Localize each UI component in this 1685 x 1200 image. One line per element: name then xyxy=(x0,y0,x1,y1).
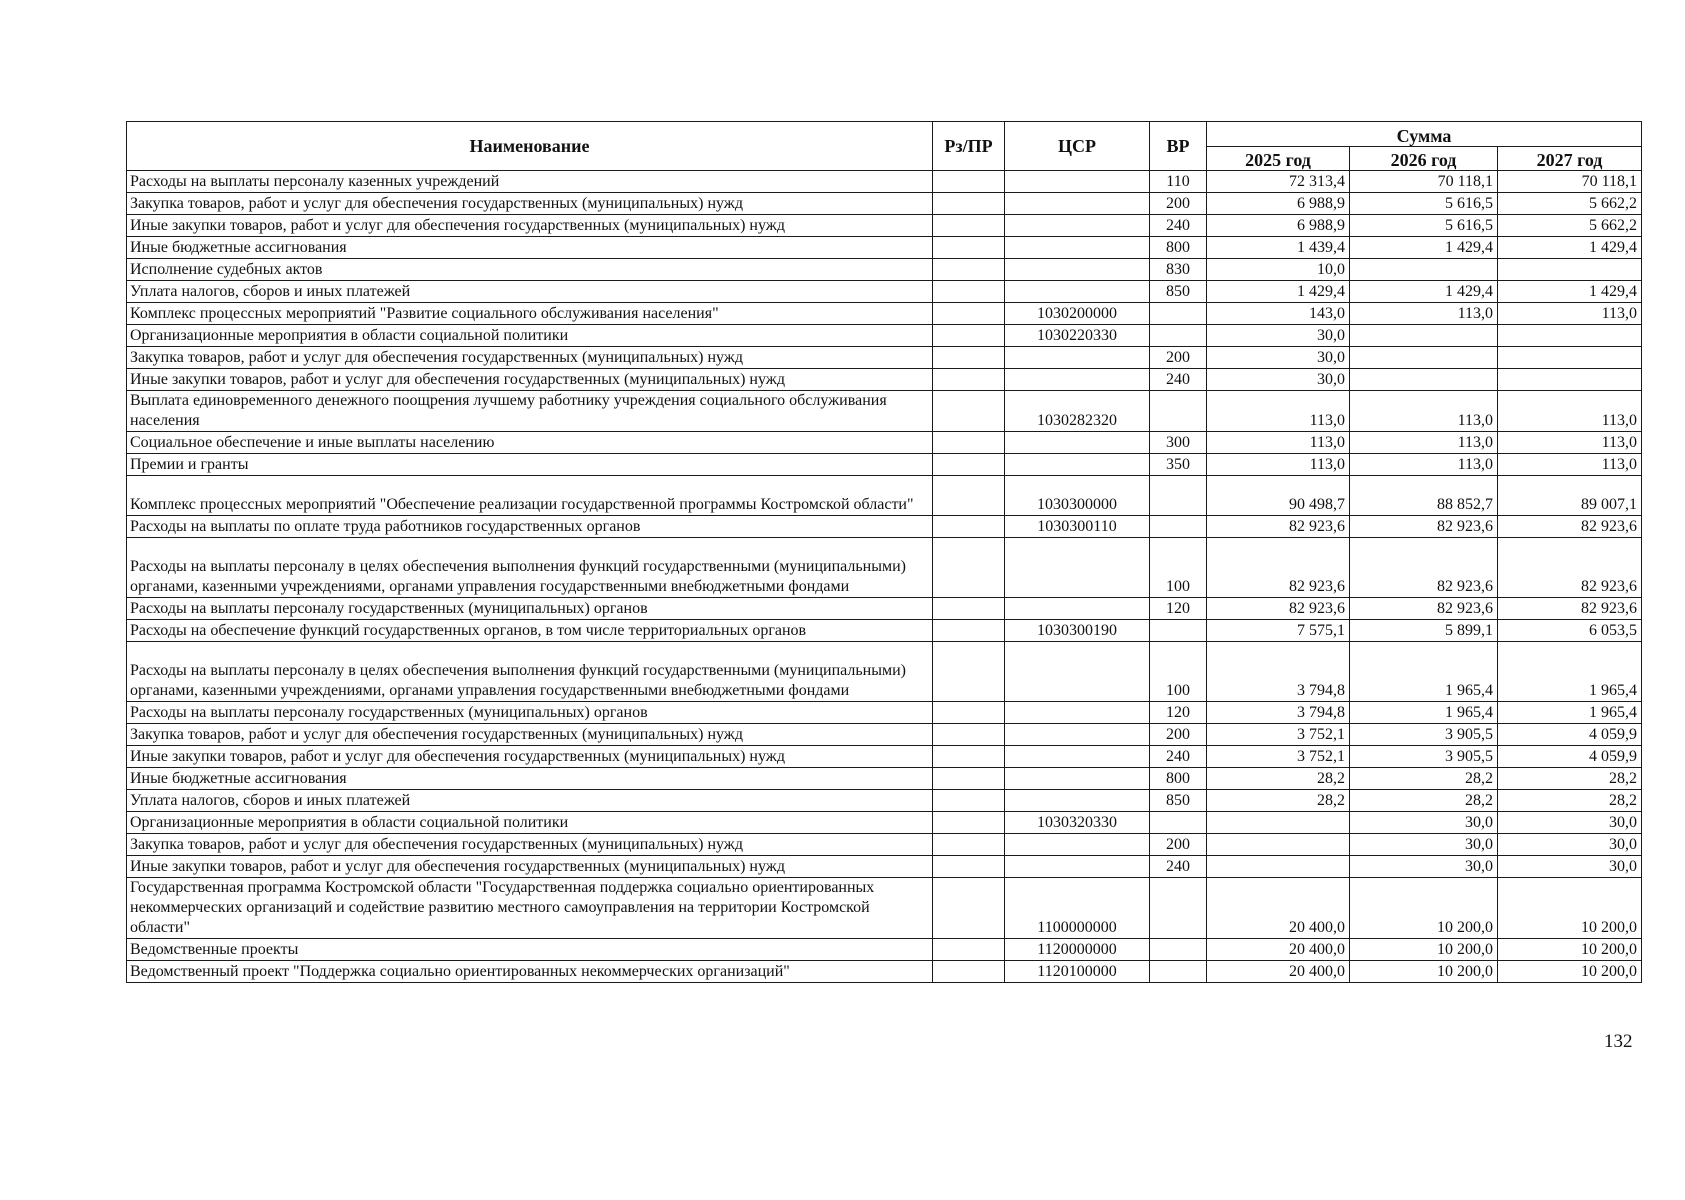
cell-2027: 28,2 xyxy=(1498,790,1642,812)
cell-name: Иные закупки товаров, работ и услуг для обеспечения государственных (муниципальных) нужд xyxy=(127,369,933,391)
cell-2027 xyxy=(1498,369,1642,391)
cell-csr xyxy=(1005,237,1150,259)
cell-2027: 82 923,6 xyxy=(1498,516,1642,538)
cell-rzpr xyxy=(933,939,1005,961)
cell-vr: 110 xyxy=(1150,171,1207,193)
cell-vr xyxy=(1150,476,1207,516)
cell-vr: 200 xyxy=(1150,347,1207,369)
cell-csr xyxy=(1005,281,1150,303)
cell-2025: 3 752,1 xyxy=(1207,746,1350,768)
cell-csr: 1030200000 xyxy=(1005,303,1150,325)
cell-rzpr xyxy=(933,347,1005,369)
cell-csr xyxy=(1005,598,1150,620)
cell-2025: 143,0 xyxy=(1207,303,1350,325)
cell-2025: 113,0 xyxy=(1207,454,1350,476)
cell-2025: 28,2 xyxy=(1207,768,1350,790)
cell-rzpr xyxy=(933,391,1005,432)
table-row xyxy=(127,746,1642,768)
cell-name: Иные закупки товаров, работ и услуг для обеспечения государственных (муниципальных) нужд xyxy=(127,215,933,237)
table-row xyxy=(127,538,1642,598)
cell-rzpr xyxy=(933,768,1005,790)
cell-rzpr xyxy=(933,724,1005,746)
cell-name: Иные закупки товаров, работ и услуг для обеспечения государственных (муниципальных) нужд xyxy=(127,746,933,768)
page-number: 132 xyxy=(1604,1031,1633,1052)
cell-2026 xyxy=(1350,259,1498,281)
cell-2025: 20 400,0 xyxy=(1207,878,1350,939)
cell-vr: 120 xyxy=(1150,598,1207,620)
cell-name: Расходы на выплаты персоналу казенных учреждений xyxy=(127,171,933,193)
cell-rzpr xyxy=(933,171,1005,193)
cell-2027 xyxy=(1498,325,1642,347)
cell-2025: 90 498,7 xyxy=(1207,476,1350,516)
cell-name: Социальное обеспечение и иные выплаты населению xyxy=(127,432,933,454)
header-year-2025: 2025 год xyxy=(1207,147,1350,171)
cell-rzpr xyxy=(933,878,1005,939)
cell-rzpr xyxy=(933,237,1005,259)
cell-rzpr xyxy=(933,369,1005,391)
table-row xyxy=(127,856,1642,878)
cell-2026 xyxy=(1350,347,1498,369)
table-row xyxy=(127,303,1642,325)
cell-name: Ведомственные проекты xyxy=(127,939,933,961)
cell-vr: 200 xyxy=(1150,193,1207,215)
cell-csr xyxy=(1005,642,1150,702)
cell-2025: 82 923,6 xyxy=(1207,516,1350,538)
cell-2027: 10 200,0 xyxy=(1498,878,1642,939)
cell-name: Расходы на обеспечение функций государственных органов, в том числе территориальных органов xyxy=(127,620,933,642)
cell-2025 xyxy=(1207,834,1350,856)
cell-name: Комплекс процессных мероприятий "Обеспечение реализации государственной программы Костромской области" xyxy=(127,476,933,516)
cell-rzpr xyxy=(933,834,1005,856)
table-row xyxy=(127,171,1642,193)
cell-2026: 30,0 xyxy=(1350,856,1498,878)
cell-vr xyxy=(1150,939,1207,961)
cell-csr xyxy=(1005,724,1150,746)
cell-2027: 30,0 xyxy=(1498,812,1642,834)
cell-2026: 1 429,4 xyxy=(1350,281,1498,303)
table-row xyxy=(127,516,1642,538)
cell-2027: 1 965,4 xyxy=(1498,702,1642,724)
cell-name: Премии и гранты xyxy=(127,454,933,476)
cell-csr xyxy=(1005,746,1150,768)
cell-vr: 800 xyxy=(1150,768,1207,790)
cell-vr xyxy=(1150,878,1207,939)
cell-rzpr xyxy=(933,325,1005,347)
cell-name: Иные бюджетные ассигнования xyxy=(127,237,933,259)
table-row xyxy=(127,724,1642,746)
cell-2027: 113,0 xyxy=(1498,432,1642,454)
cell-rzpr xyxy=(933,856,1005,878)
cell-csr xyxy=(1005,454,1150,476)
cell-name: Закупка товаров, работ и услуг для обеспечения государственных (муниципальных) нужд xyxy=(127,724,933,746)
table-row xyxy=(127,476,1642,516)
cell-rzpr xyxy=(933,476,1005,516)
cell-2027: 4 059,9 xyxy=(1498,746,1642,768)
table-row xyxy=(127,454,1642,476)
cell-2025: 30,0 xyxy=(1207,347,1350,369)
table-row xyxy=(127,961,1642,983)
cell-2026: 113,0 xyxy=(1350,454,1498,476)
cell-2027: 1 429,4 xyxy=(1498,237,1642,259)
table-row xyxy=(127,834,1642,856)
cell-csr xyxy=(1005,369,1150,391)
cell-vr xyxy=(1150,812,1207,834)
cell-vr: 240 xyxy=(1150,856,1207,878)
table-row xyxy=(127,642,1642,702)
cell-vr: 120 xyxy=(1150,702,1207,724)
cell-csr xyxy=(1005,259,1150,281)
table-row xyxy=(127,768,1642,790)
cell-2027: 30,0 xyxy=(1498,856,1642,878)
cell-2025: 20 400,0 xyxy=(1207,961,1350,983)
cell-rzpr xyxy=(933,303,1005,325)
cell-2026: 30,0 xyxy=(1350,834,1498,856)
cell-2025: 1 429,4 xyxy=(1207,281,1350,303)
cell-rzpr xyxy=(933,432,1005,454)
cell-name: Расходы на выплаты персоналу государственных (муниципальных) органов xyxy=(127,598,933,620)
cell-rzpr xyxy=(933,215,1005,237)
cell-vr xyxy=(1150,516,1207,538)
cell-rzpr xyxy=(933,620,1005,642)
cell-name: Выплата единовременного денежного поощрения лучшему работнику учреждения социального обслуживания населения xyxy=(127,391,933,432)
cell-name: Закупка товаров, работ и услуг для обеспечения государственных (муниципальных) нужд xyxy=(127,193,933,215)
table-row xyxy=(127,215,1642,237)
table-row xyxy=(127,391,1642,432)
cell-2027 xyxy=(1498,259,1642,281)
cell-2027: 5 662,2 xyxy=(1498,193,1642,215)
cell-2027: 1 965,4 xyxy=(1498,642,1642,702)
cell-csr: 1030300190 xyxy=(1005,620,1150,642)
header-csr: ЦСР xyxy=(1005,122,1150,171)
cell-name: Уплата налогов, сборов и иных платежей xyxy=(127,281,933,303)
cell-2025: 30,0 xyxy=(1207,369,1350,391)
cell-2026: 1 429,4 xyxy=(1350,237,1498,259)
cell-vr xyxy=(1150,325,1207,347)
table-row xyxy=(127,193,1642,215)
cell-vr: 800 xyxy=(1150,237,1207,259)
cell-2026 xyxy=(1350,369,1498,391)
cell-2026: 88 852,7 xyxy=(1350,476,1498,516)
cell-name: Государственная программа Костромской области "Государственная поддержка социально ориентированных некоммерческих организаций и содействие развитию местного самоуправления на территории Костромской области" xyxy=(127,878,933,939)
table-row xyxy=(127,432,1642,454)
cell-2026: 10 200,0 xyxy=(1350,939,1498,961)
cell-rzpr xyxy=(933,790,1005,812)
table-row xyxy=(127,347,1642,369)
cell-rzpr xyxy=(933,812,1005,834)
cell-2026: 82 923,6 xyxy=(1350,598,1498,620)
table-row xyxy=(127,598,1642,620)
cell-2026: 5 616,5 xyxy=(1350,193,1498,215)
cell-name: Исполнение судебных актов xyxy=(127,259,933,281)
cell-vr: 830 xyxy=(1150,259,1207,281)
cell-rzpr xyxy=(933,454,1005,476)
cell-csr xyxy=(1005,834,1150,856)
cell-vr: 240 xyxy=(1150,215,1207,237)
cell-2026: 70 118,1 xyxy=(1350,171,1498,193)
header-sum: Сумма xyxy=(1207,122,1642,147)
cell-name: Расходы на выплаты персоналу государственных (муниципальных) органов xyxy=(127,702,933,724)
cell-name: Расходы на выплаты по оплате труда работников государственных органов xyxy=(127,516,933,538)
cell-2027: 70 118,1 xyxy=(1498,171,1642,193)
cell-name: Организационные мероприятия в области социальной политики xyxy=(127,812,933,834)
cell-name: Иные закупки товаров, работ и услуг для обеспечения государственных (муниципальных) нужд xyxy=(127,856,933,878)
table-row xyxy=(127,281,1642,303)
cell-2025: 30,0 xyxy=(1207,325,1350,347)
cell-csr xyxy=(1005,193,1150,215)
cell-2025: 10,0 xyxy=(1207,259,1350,281)
cell-2026: 82 923,6 xyxy=(1350,538,1498,598)
cell-csr xyxy=(1005,790,1150,812)
cell-2026: 82 923,6 xyxy=(1350,516,1498,538)
cell-2027: 28,2 xyxy=(1498,768,1642,790)
cell-2025: 20 400,0 xyxy=(1207,939,1350,961)
cell-vr xyxy=(1150,303,1207,325)
cell-2027: 113,0 xyxy=(1498,454,1642,476)
cell-2025: 3 752,1 xyxy=(1207,724,1350,746)
cell-csr: 1100000000 xyxy=(1005,878,1150,939)
table-row xyxy=(127,237,1642,259)
cell-rzpr xyxy=(933,259,1005,281)
cell-2027: 82 923,6 xyxy=(1498,538,1642,598)
cell-2025 xyxy=(1207,856,1350,878)
cell-2026: 113,0 xyxy=(1350,391,1498,432)
cell-2027 xyxy=(1498,347,1642,369)
cell-2026: 30,0 xyxy=(1350,812,1498,834)
cell-vr xyxy=(1150,391,1207,432)
cell-rzpr xyxy=(933,702,1005,724)
cell-rzpr xyxy=(933,281,1005,303)
cell-2026: 3 905,5 xyxy=(1350,724,1498,746)
cell-2026: 1 965,4 xyxy=(1350,702,1498,724)
cell-rzpr xyxy=(933,193,1005,215)
cell-2027: 10 200,0 xyxy=(1498,961,1642,983)
cell-name: Иные бюджетные ассигнования xyxy=(127,768,933,790)
cell-2026: 10 200,0 xyxy=(1350,961,1498,983)
table-row xyxy=(127,939,1642,961)
header-vr: ВР xyxy=(1150,122,1207,171)
cell-rzpr xyxy=(933,538,1005,598)
cell-csr: 1120100000 xyxy=(1005,961,1150,983)
cell-2025: 1 439,4 xyxy=(1207,237,1350,259)
cell-2026 xyxy=(1350,325,1498,347)
cell-vr: 200 xyxy=(1150,724,1207,746)
cell-2026: 5 899,1 xyxy=(1350,620,1498,642)
cell-2026: 1 965,4 xyxy=(1350,642,1498,702)
budget-table xyxy=(126,121,1642,983)
cell-csr: 1030300000 xyxy=(1005,476,1150,516)
cell-name: Расходы на выплаты персоналу в целях обеспечения выполнения функций государственными (муниципальными) органами, казенными учреждениями, органами управления государственными внебюджетными фондами xyxy=(127,538,933,598)
cell-name: Комплекс процессных мероприятий "Развитие социального обслуживания населения" xyxy=(127,303,933,325)
cell-2025: 3 794,8 xyxy=(1207,642,1350,702)
cell-name: Закупка товаров, работ и услуг для обеспечения государственных (муниципальных) нужд xyxy=(127,834,933,856)
cell-2027: 6 053,5 xyxy=(1498,620,1642,642)
cell-vr: 240 xyxy=(1150,746,1207,768)
table-header xyxy=(127,122,1642,171)
cell-2025: 28,2 xyxy=(1207,790,1350,812)
table-row xyxy=(127,325,1642,347)
cell-vr: 200 xyxy=(1150,834,1207,856)
cell-vr: 350 xyxy=(1150,454,1207,476)
cell-vr xyxy=(1150,961,1207,983)
cell-vr: 100 xyxy=(1150,538,1207,598)
header-year-2027: 2027 год xyxy=(1498,147,1642,171)
cell-csr: 1120000000 xyxy=(1005,939,1150,961)
cell-name: Закупка товаров, работ и услуг для обеспечения государственных (муниципальных) нужд xyxy=(127,347,933,369)
cell-csr: 1030300110 xyxy=(1005,516,1150,538)
cell-rzpr xyxy=(933,598,1005,620)
cell-2026: 28,2 xyxy=(1350,768,1498,790)
cell-csr xyxy=(1005,215,1150,237)
table-row xyxy=(127,369,1642,391)
cell-2027: 30,0 xyxy=(1498,834,1642,856)
cell-vr xyxy=(1150,620,1207,642)
cell-vr: 850 xyxy=(1150,281,1207,303)
cell-csr xyxy=(1005,538,1150,598)
table-row xyxy=(127,812,1642,834)
cell-2025: 3 794,8 xyxy=(1207,702,1350,724)
cell-2027: 82 923,6 xyxy=(1498,598,1642,620)
cell-name: Расходы на выплаты персоналу в целях обеспечения выполнения функций государственными (муниципальными) органами, казенными учреждениями, органами управления государственными внебюджетными фондами xyxy=(127,642,933,702)
cell-vr: 240 xyxy=(1150,369,1207,391)
table-row xyxy=(127,702,1642,724)
cell-csr xyxy=(1005,856,1150,878)
table-row xyxy=(127,620,1642,642)
cell-2025: 82 923,6 xyxy=(1207,598,1350,620)
cell-rzpr xyxy=(933,642,1005,702)
cell-2027: 10 200,0 xyxy=(1498,939,1642,961)
cell-2026: 113,0 xyxy=(1350,432,1498,454)
cell-rzpr xyxy=(933,961,1005,983)
cell-csr xyxy=(1005,702,1150,724)
cell-rzpr xyxy=(933,746,1005,768)
cell-name: Уплата налогов, сборов и иных платежей xyxy=(127,790,933,812)
cell-2025: 113,0 xyxy=(1207,432,1350,454)
cell-csr xyxy=(1005,171,1150,193)
cell-csr: 1030320330 xyxy=(1005,812,1150,834)
cell-2027: 5 662,2 xyxy=(1498,215,1642,237)
table-row xyxy=(127,878,1642,939)
table-body xyxy=(127,171,1642,983)
cell-csr xyxy=(1005,768,1150,790)
cell-csr: 1030220330 xyxy=(1005,325,1150,347)
cell-2026: 10 200,0 xyxy=(1350,878,1498,939)
cell-2027: 89 007,1 xyxy=(1498,476,1642,516)
cell-2026: 5 616,5 xyxy=(1350,215,1498,237)
cell-2025: 6 988,9 xyxy=(1207,193,1350,215)
cell-csr xyxy=(1005,432,1150,454)
table-row xyxy=(127,259,1642,281)
cell-name: Организационные мероприятия в области социальной политики xyxy=(127,325,933,347)
header-name: Наименование xyxy=(127,122,933,171)
cell-2027: 1 429,4 xyxy=(1498,281,1642,303)
table-row xyxy=(127,790,1642,812)
cell-2025: 113,0 xyxy=(1207,391,1350,432)
cell-2027: 113,0 xyxy=(1498,391,1642,432)
header-year-2026: 2026 год xyxy=(1350,147,1498,171)
cell-name: Ведомственный проект "Поддержка социально ориентированных некоммерческих организаций" xyxy=(127,961,933,983)
cell-vr: 850 xyxy=(1150,790,1207,812)
cell-2025 xyxy=(1207,812,1350,834)
cell-2025: 7 575,1 xyxy=(1207,620,1350,642)
cell-rzpr xyxy=(933,516,1005,538)
cell-vr: 300 xyxy=(1150,432,1207,454)
cell-vr: 100 xyxy=(1150,642,1207,702)
cell-2025: 82 923,6 xyxy=(1207,538,1350,598)
cell-2026: 28,2 xyxy=(1350,790,1498,812)
cell-2025: 72 313,4 xyxy=(1207,171,1350,193)
cell-csr xyxy=(1005,347,1150,369)
cell-2026: 3 905,5 xyxy=(1350,746,1498,768)
cell-2027: 113,0 xyxy=(1498,303,1642,325)
header-rzpr: Рз/ПР xyxy=(933,122,1005,171)
cell-2027: 4 059,9 xyxy=(1498,724,1642,746)
cell-2026: 113,0 xyxy=(1350,303,1498,325)
cell-2025: 6 988,9 xyxy=(1207,215,1350,237)
cell-csr: 1030282320 xyxy=(1005,391,1150,432)
